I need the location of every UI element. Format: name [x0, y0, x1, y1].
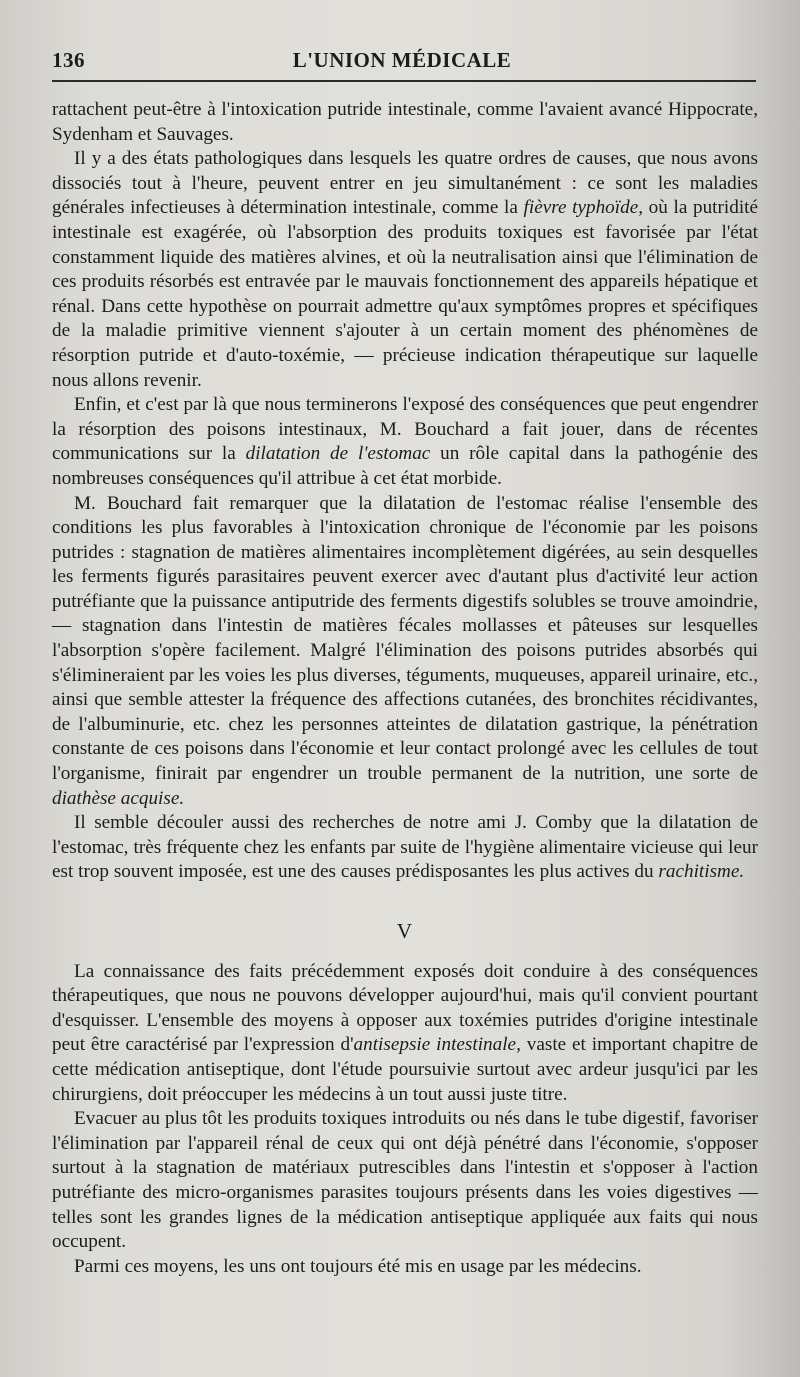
text-run: vaste et important chapitre de cette médication antiseptique, dont l'étude poursuivie surtout avec ardeur jusqu'ici par les chirurgiens, doit préoccuper les médecins à un tout aussi juste titre. — [52, 1034, 758, 1105]
paragraph — [52, 1255, 758, 1280]
italic-run: dilatation de l'estomac — [245, 443, 431, 465]
text-run: rattachent peut-être à l'intoxication putride intestinale, comme l'avaient avancé Hippocrate, Sydenham et Sauvages. — [52, 99, 758, 145]
italic-run: rachitisme. — [658, 861, 745, 883]
text-run: Evacuer au plus tôt les produits toxiques introduits ou nés dans le tube digestif, favoriser l'élimination par l'appareil rénal de ceux qui ont déjà pénétré dans l'économie, s'opposer surtout à la stagnation de matériaux putrescibles dans l'intestin et s'opposer à l'action putréfiante des micro-organismes parasites toujours présents dans les voies digestives — telles sont les grandes lignes de la médication antiseptique appliquée aux faits qui nous occupent. — [52, 1108, 758, 1253]
body-before-section — [52, 98, 758, 885]
paragraph — [52, 1107, 758, 1255]
text-run: Il y a des états pathologiques dans lesquels les quatre ordres de causes, que nous avons dissociés tout à l'heure, peuvent entrer en jeu simultanément : ce sont les maladies générales infectieuses à détermination intestinale, comme la — [52, 148, 758, 219]
paragraph — [52, 98, 758, 147]
header-rule — [52, 80, 756, 82]
italic-run: antisepsie intestinale, — [353, 1034, 521, 1056]
text-run: où la putridité intestinale est exagérée, où l'absorption des produits toxiques est favorisée par l'état constamment liquide des matières alvines, et où la neutralisation ainsi que l'élimination de ces produits résorbés est entravée par le mauvais fonctionnement des appareils hépatique et rénal. Dans cette hypothèse on pourrait admettre qu'aux symptômes propres et spécifiques de la maladie primitive viennent s'ajouter à un certain moment des phénomènes de résorption putride et d'auto-toxémie, — précieuse indication thérapeutique sur laquelle nous allons revenir. — [52, 197, 758, 391]
paragraph — [52, 393, 758, 491]
section-heading: V — [396, 919, 414, 943]
italic-run: fièvre typhoïde, — [523, 197, 644, 219]
italic-run: diathèse acquise. — [52, 787, 185, 809]
paragraph — [52, 492, 758, 812]
body-after-section — [52, 960, 758, 1280]
body-text — [52, 98, 758, 1279]
text-run: M. Bouchard fait remarquer que la dilatation de l'estomac réalise l'ensemble des conditions les plus favorables à l'intoxication chronique de l'économie par les poisons putrides : stagnation de matières alimentaires incomplètement digérées, au sein desquelles les ferments figurés parasitaires peuvent exercer avec d'autant plus d'activité leur action putréfiante que la puissance antiputride des ferments digestifs solubles se trouve amoindrie, — stagnation dans l'intestin de matières fécales mollasses et pâteuses sur lesquelles l'absorption s'opère facilement. Malgré l'élimination des poisons putrides absorbés qui s'élimineraient par les voies les plus diverses, téguments, muqueuses, appareil urinaire, etc., ainsi que semble attester la fréquence des affections cutanées, des bronchites récidivantes, de l'albuminurie, etc. chez les personnes atteintes de dilatation gastrique, la pénétration constante de ces poisons dans l'économie et leur contact prolongé avec les cellules de tout l'organisme, finirait par engendrer un trouble permanent de la nutrition, une sorte de — [52, 492, 758, 785]
text-run: Enfin, et c'est par là que nous terminerons l'exposé des conséquences que peut engendrer la résorption des poisons intestinaux, M. Bouchard a fait jouer, dans de récentes communications sur la — [52, 394, 758, 465]
journal-title: L'UNION MÉDICALE — [292, 48, 512, 72]
text-run: un rôle capital dans la pathogénie des nombreuses conséquences qu'il attribue à cet état morbide. — [52, 443, 759, 489]
text-run: La connaissance des faits précédemment exposés doit conduire à des conséquences thérapeutiques, que nous ne pouvons développer aujourd'hui, mais qu'il convient pourtant d'esquisser. L'ensemble des moyens à opposer aux toxémies putrides d'origine intestinale peut être caractérisé par l'expression d' — [52, 960, 758, 1056]
paragraph — [52, 960, 758, 1108]
running-header — [52, 46, 752, 76]
paragraph — [52, 811, 758, 885]
text-run: Parmi ces moyens, les uns ont toujours été mis en usage par les médecins. — [74, 1255, 642, 1277]
text-run: Il semble découler aussi des recherches de notre ami J. Comby que la dilatation de l'estomac, très fréquente chez les enfants par suite de l'hygiène alimentaire vicieuse qui leur est trop souvent imposée, est une des causes prédisposantes les plus actives du — [52, 812, 758, 883]
paragraph — [52, 147, 758, 393]
page-number: 136 — [52, 48, 85, 72]
